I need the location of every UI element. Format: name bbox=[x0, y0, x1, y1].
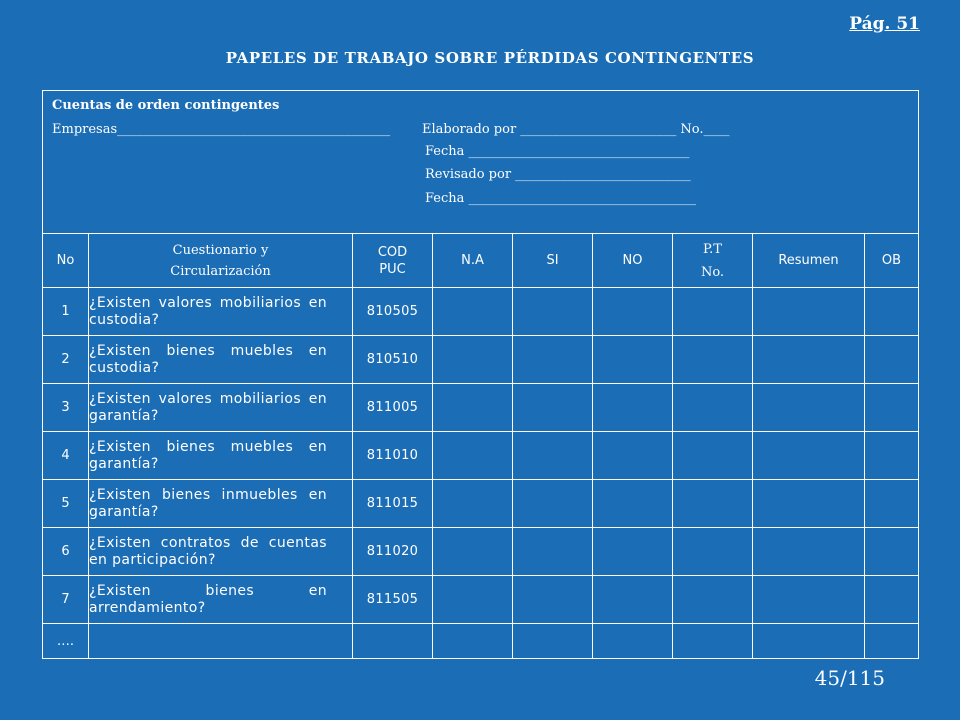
cell-si bbox=[513, 336, 593, 384]
cell-ob bbox=[865, 624, 919, 659]
cod-puc-cell: 810505 bbox=[353, 288, 433, 336]
question-cell bbox=[89, 480, 353, 528]
col-header-si bbox=[513, 234, 593, 288]
table-row bbox=[43, 480, 919, 528]
cell-ob bbox=[865, 480, 919, 528]
cell-no bbox=[593, 432, 673, 480]
cell-ob bbox=[865, 432, 919, 480]
cod-puc-cell: 811020 bbox=[353, 528, 433, 576]
cell-no bbox=[593, 384, 673, 432]
cell-ob bbox=[865, 576, 919, 624]
cell-na bbox=[433, 624, 513, 659]
cell-si bbox=[513, 624, 593, 659]
cell-resumen bbox=[753, 336, 865, 384]
table-row bbox=[43, 288, 919, 336]
row-number: 2 bbox=[43, 336, 89, 384]
fecha-elaborado-field: Fecha __________________________________ bbox=[425, 144, 690, 159]
page-number: Pág. 51 bbox=[849, 14, 920, 34]
col-header-cuestionario-line1: Cuestionario y bbox=[172, 242, 269, 258]
col-header-cod-puc bbox=[353, 234, 433, 288]
cell-pt-no bbox=[673, 624, 753, 659]
cell-pt-no bbox=[673, 288, 753, 336]
question-text: ¿Existen bienes muebles en custodia? bbox=[89, 342, 327, 376]
col-header-ob bbox=[865, 234, 919, 288]
table-row bbox=[43, 336, 919, 384]
col-header-cuestionario bbox=[89, 234, 353, 288]
cell-no bbox=[593, 576, 673, 624]
cell-pt-no bbox=[673, 576, 753, 624]
contingent-losses-table bbox=[42, 90, 919, 659]
cell-ob bbox=[865, 528, 919, 576]
cell-no bbox=[593, 480, 673, 528]
cell-si bbox=[513, 576, 593, 624]
cell-si bbox=[513, 432, 593, 480]
cell-resumen bbox=[753, 624, 865, 659]
cell-resumen bbox=[753, 432, 865, 480]
cell-na bbox=[433, 480, 513, 528]
cell-no bbox=[593, 336, 673, 384]
cell-ob bbox=[865, 384, 919, 432]
cell-na bbox=[433, 528, 513, 576]
col-header-ob-label: OB bbox=[881, 253, 902, 268]
table-row bbox=[43, 432, 919, 480]
cell-resumen bbox=[753, 576, 865, 624]
cell-na bbox=[433, 336, 513, 384]
question-text: ¿Existen bienes inmuebles en garantía? bbox=[89, 486, 327, 520]
col-header-na-label: N.A bbox=[461, 253, 484, 268]
col-header-cod-puc-line2: PUC bbox=[379, 261, 406, 277]
question-cell bbox=[89, 432, 353, 480]
question-cell bbox=[89, 384, 353, 432]
col-header-no-label: No bbox=[56, 253, 75, 268]
question-text: ¿Existen contratos de cuentas en participación? bbox=[89, 534, 327, 568]
col-header-no bbox=[43, 234, 89, 288]
cell-ob bbox=[865, 288, 919, 336]
slide-counter: 45/115 bbox=[814, 666, 885, 690]
cod-puc-cell: 811015 bbox=[353, 480, 433, 528]
revisado-por-field: Revisado por ___________________________ bbox=[425, 167, 691, 182]
col-header-no-answer-label: NO bbox=[622, 253, 643, 268]
row-number: 4 bbox=[43, 432, 89, 480]
fecha-revisado-field: Fecha ___________________________________ bbox=[425, 191, 697, 206]
col-header-resumen-label: Resumen bbox=[778, 253, 839, 268]
col-header-pt-no-line2: No. bbox=[700, 264, 725, 280]
row-number: 3 bbox=[43, 384, 89, 432]
cod-puc-cell: 811005 bbox=[353, 384, 433, 432]
cod-puc-cell: 811505 bbox=[353, 576, 433, 624]
table-header-row bbox=[43, 234, 919, 288]
cell-no bbox=[593, 288, 673, 336]
question-text: ¿Existen bienes muebles en garantía? bbox=[89, 438, 327, 472]
cell-pt-no bbox=[673, 336, 753, 384]
row-number: 5 bbox=[43, 480, 89, 528]
row-number: 6 bbox=[43, 528, 89, 576]
cell-pt-no bbox=[673, 384, 753, 432]
row-number: 7 bbox=[43, 576, 89, 624]
cell-no bbox=[593, 528, 673, 576]
cell-resumen bbox=[753, 528, 865, 576]
cell-pt-no bbox=[673, 528, 753, 576]
table-row bbox=[43, 528, 919, 576]
cod-puc-cell: 810510 bbox=[353, 336, 433, 384]
question-text: ¿Existen valores mobiliarios en custodia? bbox=[89, 294, 327, 328]
row-number: 1 bbox=[43, 288, 89, 336]
table-row bbox=[43, 624, 919, 659]
col-header-cuestionario-line2: Circularización bbox=[170, 263, 271, 279]
cell-pt-no bbox=[673, 480, 753, 528]
col-header-si-label: SI bbox=[546, 253, 559, 268]
cell-resumen bbox=[753, 384, 865, 432]
table-row bbox=[43, 384, 919, 432]
cell-pt-no bbox=[673, 432, 753, 480]
col-header-pt-no bbox=[673, 234, 753, 288]
cell-resumen bbox=[753, 480, 865, 528]
cod-puc-cell: 811010 bbox=[353, 432, 433, 480]
cell-na bbox=[433, 576, 513, 624]
question-cell bbox=[89, 576, 353, 624]
elaborado-por-field: Elaborado por ________________________ No.____ bbox=[422, 122, 730, 137]
question-cell bbox=[89, 288, 353, 336]
row-number: …. bbox=[43, 624, 89, 659]
cell-si bbox=[513, 288, 593, 336]
cell-resumen bbox=[753, 288, 865, 336]
cell-si bbox=[513, 384, 593, 432]
cell-si bbox=[513, 480, 593, 528]
question-cell bbox=[89, 336, 353, 384]
col-header-pt-no-line1: P.T bbox=[703, 241, 722, 257]
form-heading: Cuentas de orden contingentes bbox=[52, 98, 280, 113]
empresas-field: Empresas__________________________________________ bbox=[52, 122, 391, 137]
cell-na bbox=[433, 384, 513, 432]
col-header-no-answer bbox=[593, 234, 673, 288]
col-header-cod-puc-line1: COD bbox=[377, 244, 408, 260]
question-text: ¿Existen bienes en arrendamiento? bbox=[89, 582, 327, 616]
table-row bbox=[43, 576, 919, 624]
col-header-resumen bbox=[753, 234, 865, 288]
page-title: PAPELES DE TRABAJO SOBRE PÉRDIDAS CONTINGENTES bbox=[225, 49, 755, 67]
col-header-na bbox=[433, 234, 513, 288]
cell-na bbox=[433, 432, 513, 480]
question-cell bbox=[89, 528, 353, 576]
question-cell bbox=[89, 624, 353, 659]
form-header-cell bbox=[43, 91, 919, 234]
question-text: ¿Existen valores mobiliarios en garantía? bbox=[89, 390, 327, 424]
cell-ob bbox=[865, 336, 919, 384]
form-header-row bbox=[43, 91, 919, 234]
cell-si bbox=[513, 528, 593, 576]
cod-puc-cell bbox=[353, 624, 433, 659]
cell-no bbox=[593, 624, 673, 659]
form-header bbox=[43, 91, 918, 233]
cell-na bbox=[433, 288, 513, 336]
